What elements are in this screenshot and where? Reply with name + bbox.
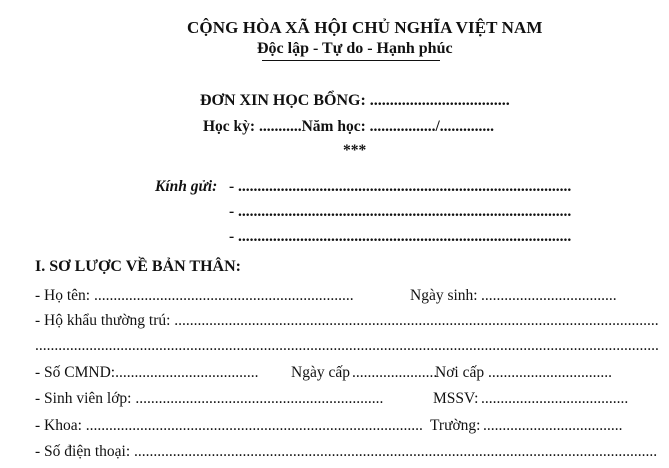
field-faculty: - Khoa: ....................................................................................... xyxy=(35,417,423,434)
section-heading: I. SƠ LƯỢC VỀ BẢN THÂN: xyxy=(35,258,241,275)
stars-divider: *** xyxy=(343,142,367,159)
field-student-id-label: MSSV: xyxy=(433,390,479,407)
field-full-name: - Họ tên: ................................................................... xyxy=(35,287,354,304)
field-id-number: - Số CMND:..................................... xyxy=(35,364,259,381)
recipient-line: - ...................................................................................... xyxy=(229,178,572,195)
field-issue-place-label: Nơi cấp xyxy=(435,364,485,381)
field-dob-label: Ngày sinh: xyxy=(410,287,478,304)
field-issue-place-dots: ................................ xyxy=(488,364,612,381)
field-class: - Sinh viên lớp: ................................................................ xyxy=(35,390,384,407)
field-address-continuation: ................................................................................................................................................................. xyxy=(35,337,659,354)
field-dob-dots: ................................... xyxy=(481,287,617,304)
field-school-label: Trường: xyxy=(430,417,481,434)
field-school-dots: .................................... xyxy=(483,417,623,434)
field-phone: - Số điện thoại: ....................................................................................................................................... xyxy=(35,443,658,460)
form-title: ĐƠN XIN HỌC BỔNG: ................................... xyxy=(200,92,510,109)
recipient-label: Kính gửi: xyxy=(155,178,218,195)
field-issue-date-label: Ngày cấp xyxy=(291,364,350,381)
field-issue-date-dots: ...................... xyxy=(352,364,438,381)
field-permanent-address: - Hộ khẩu thường trú: ............................................................................................................................. xyxy=(35,312,659,329)
nation-title: CỘNG HÒA XÃ HỘI CHỦ NGHĨA VIỆT NAM xyxy=(187,18,543,37)
field-student-id-dots: ...................................... xyxy=(481,390,629,407)
motto: Độc lập - Tự do - Hạnh phúc xyxy=(257,40,453,57)
semester-line: Học kỳ: ...........Năm học: ................./.............. xyxy=(203,118,495,135)
recipient-line: - ...................................................................................... xyxy=(229,203,572,220)
recipient-line: - ...................................................................................... xyxy=(229,228,572,245)
motto-underline xyxy=(262,60,440,61)
